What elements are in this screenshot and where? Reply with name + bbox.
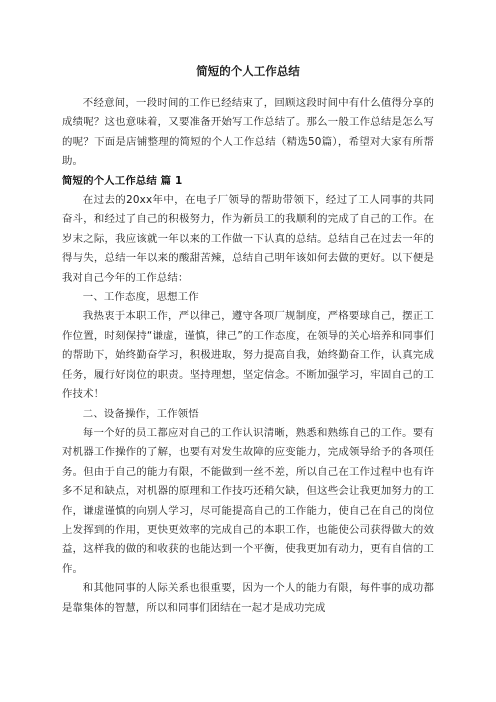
document-page [62,0,434,618]
subheading-equipment: 二、设备操作，工作领悟 [82,407,199,420]
body-paragraph: 每一个好的员工都应对自己的工作认识清晰，熟悉和熟练自己的工作。要有对机器工作操作的了解，也要有对发生故障的应变能力，完成领导给予的各项任务。但由于自己的能力有限，不能做到一丝不差，所以自己在工作过程中也有许多不足和缺点，对机器的原理和工作技巧还稍欠缺，但这些会让我更加努力的工作，谦虚谨慎的向别人学习，尽可能提高自己的工作能力，使自己在自己的岗位上发挥到的作用，更快更效率的完成自己的本职工作，也能使公司获得做大的效益，这样我的做的和收获的也能达到一个平衡，使我更加有动力，更有自信的工作。 [62,426,434,575]
body-paragraph: 我热衷于本职工作，严以律己，遵守各项厂规制度，严格要球自己，摆正工作位置，时刻保持“谦虚，谨慎，律己”的工作态度，在领导的关心培养和同事们的帮助下，始终勤奋学习，积极进取，努力提高自我，始终勤奋工作，认真完成任务，履行好岗位的职责。坚持理想，坚定信念。不断加强学习，牢固自己的工作技术！ [62,310,434,401]
section-heading: 简短的个人工作总结 篇 1 [62,174,183,187]
subheading-attitude: 一、工作态度，思想工作 [82,291,199,304]
body-paragraph: 和其他同事的人际关系也很重要，因为一个人的能力有限，每件事的成功都是靠集体的智慧，所以和同事们团结在一起才是成功完成 [62,582,434,614]
page-title: 简短的个人工作总结 [196,64,300,78]
intro-paragraph: 不经意间，一段时间的工作已经结束了，回顾这段时间中有什么值得分享的成绩呢？这也意味着，又要准备开始写工作总结了。那么一般工作总结是怎么写的呢？下面是店铺整理的简短的个人工作总结（精选50篇），希望对大家有所帮助。 [62,97,434,168]
body-paragraph: 在过去的20xx年中，在电子厂领导的帮助带领下，经过了工人同事的共同奋斗，和经过了自己的积极努力，作为新员工的我顺利的完成了自己的工作。在岁末之际，我应该就一年以来的工作做一下认真的总结。总结自己在过去一年的得与失，总结一年以来的酸甜苦辣，总结自己明年该如何去做的更好。以下便是我对自己今年的工作总结： [62,194,434,284]
